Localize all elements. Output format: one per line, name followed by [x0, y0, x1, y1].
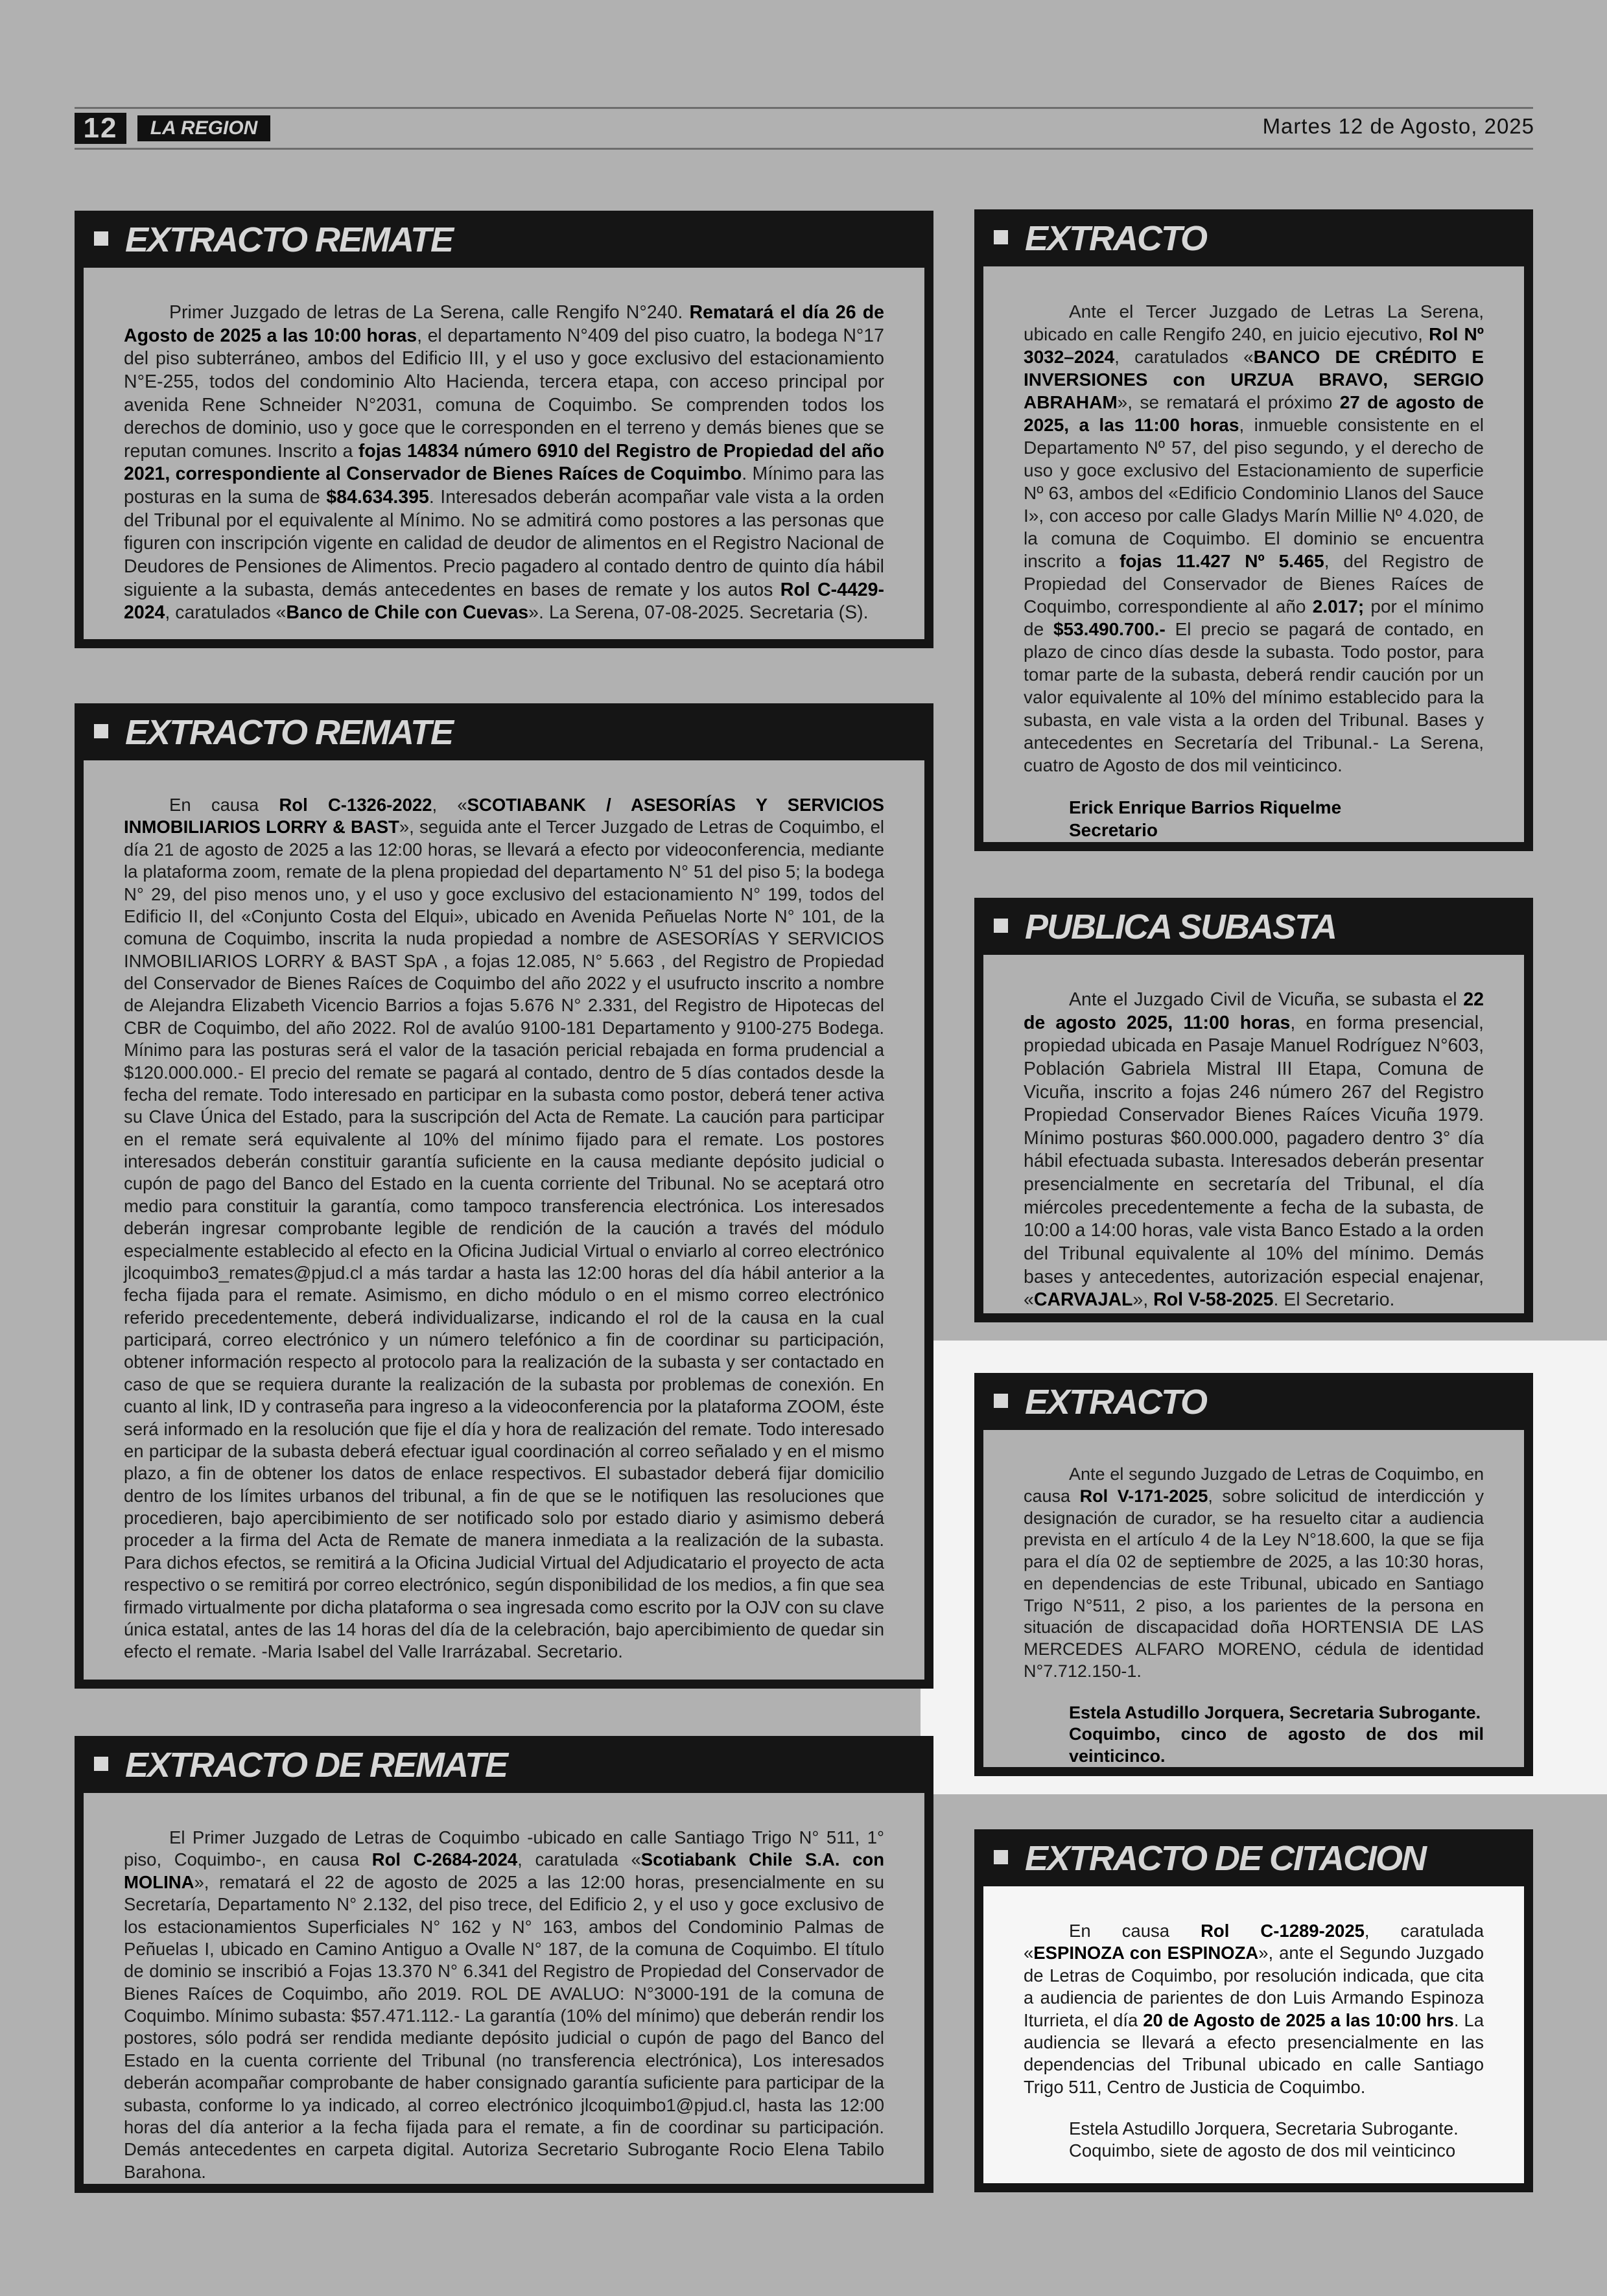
bold-text: CARVAJAL [1033, 1289, 1133, 1311]
notice-title: EXTRACTO REMATE [125, 713, 453, 752]
bold-text: 2.017; [1312, 596, 1365, 616]
square-bullet-icon [994, 1394, 1008, 1408]
text-run: , caratulados « [1114, 347, 1254, 367]
text-run: Ante el segundo Juzgado de Letras de Coquimbo, en causa [1024, 1464, 1484, 1506]
text-run: ». La Serena, 07-08-2025. Secretaria (S). [528, 602, 869, 624]
notice-extracto-remate-scotiabank [75, 703, 933, 1689]
bold-text: Rol Nº 3032–2024 [1024, 324, 1484, 367]
text-run: El Primer Juzgado de Letras de Coquimbo -ubicado en calle Santiago Trigo N° 511, 1° piso, Coquimbo-, en causa [124, 1827, 884, 1870]
bold-text: Banco de Chile con Cuevas [286, 602, 529, 624]
text-run: El precio se pagará de contado, en plazo de cinco días desde la subasta. Todo postor, para tomar parte de la subasta, deberá rendir caución por un valor equivalente al 10% del mínimo establecido para la subasta, en vale vista a la orden del Tribunal. Bases y antecedentes en Secretaría del Tribunal.- La Serena, cuatro de Agosto de dos mil veinticinco. [1024, 619, 1484, 775]
signature-line: Estela Astudillo Jorquera, Secretaria Subrogante. [1069, 2118, 1459, 2138]
notice-header [974, 1373, 1533, 1428]
text-run: , en forma presencial, propiedad ubicada en Pasaje Manuel Rodríguez N°603, Población Gabriela Mistral III Etapa, Comuna de Vicuña, inscrito a fojas 246 número 267 del Registro Propiedad Conservador Bienes Raíces Vicuña 1979. Mínimo posturas $60.000.000, pagadero dentro 3° día hábil efectuada subasta. Interesados deberán presentar presencialmente en secretaría del Tribunal, el día miércoles precedentemente a fecha de la subasta, de 10:00 a 14:00 horas, vale vista Banco Estado a la orden del Tribunal equivalente al 10% del mínimo. Demás bases y antecedentes, autorización especial enajenar, « [1024, 1012, 1484, 1311]
text-run: . Mínimo para las posturas en la suma de [124, 463, 884, 508]
text-run: , el departamento N°409 del piso cuatro, la bodega N°17 del piso subterráneo, ambos del Edificio III, y el uso y goce exclusivo del estacionamiento N°E-255, todos del condominio Alto Hacienda, tercera etapa, con acceso principal por avenida Rene Schneider N°2031, comuna de Coquimbo. Se comprenden todos los derechos de dominio, uso y goce que le corresponden en el terreno y demás bienes que se reputan comunes. Inscrito a [124, 325, 885, 462]
bold-text: $84.634.395 [326, 487, 429, 508]
text-run: , del Registro de Propiedad del Conservador de Bienes Raíces de Coquimbo, correspondiente al año [1024, 551, 1484, 616]
signature-line: Coquimbo, cinco de agosto de dos mil veinticinco. [1069, 1724, 1484, 1766]
bold-text: $53.490.700.- [1053, 619, 1166, 639]
notice-title: EXTRACTO DE REMATE [125, 1746, 508, 1785]
notice-title: EXTRACTO [1025, 1383, 1207, 1422]
text-run: En causa [169, 795, 279, 815]
square-bullet-icon [994, 919, 1008, 933]
signature-line: Estela Astudillo Jorquera, Secretaria Subrogante. [1069, 1702, 1481, 1722]
notice-extracto-de-remate-molina [75, 1736, 933, 2193]
text-run: », [1132, 1289, 1154, 1311]
square-bullet-icon [94, 231, 108, 246]
notice-title: EXTRACTO REMATE [125, 220, 453, 259]
notice-signature [1024, 796, 1484, 841]
notice-body [983, 1886, 1524, 2183]
text-run: , caratulada « [1024, 1921, 1484, 1963]
notice-signature [1024, 1702, 1484, 1768]
publication-date: Martes 12 de Agosto, 2025 [1262, 114, 1534, 138]
square-bullet-icon [94, 1757, 108, 1771]
text-run: », se rematará el próximo [1117, 392, 1340, 412]
square-bullet-icon [94, 724, 108, 738]
signature-line: Coquimbo, siete de agosto de dos mil veinticinco [1069, 2140, 1456, 2161]
notice-title: EXTRACTO DE CITACION [1025, 1839, 1426, 1878]
bold-text: Rematará el día 26 de Agosto de 2025 a las 10:00 horas [124, 302, 884, 346]
notice-extracto-de-citacion [974, 1829, 1533, 2192]
notice-publica-subasta [974, 898, 1533, 1322]
bold-text: 22 de agosto 2025, 11:00 horas [1024, 989, 1484, 1033]
notice-paragraph [124, 301, 884, 625]
bold-text: 27 de agosto de 2025, a las 11:00 horas [1024, 392, 1484, 435]
notice-body [983, 1430, 1524, 1767]
square-bullet-icon [994, 1850, 1008, 1864]
text-run: Ante el Juzgado Civil de Vicuña, se subasta el [1069, 989, 1464, 1010]
text-run: , caratulada « [517, 1849, 641, 1870]
notice-extracto-remate-la-serena [75, 211, 933, 648]
text-run: Primer Juzgado de letras de La Serena, calle Rengifo N°240. [169, 302, 690, 323]
notice-body [84, 268, 924, 639]
bold-text: 20 de Agosto de 2025 a las 10:00 hrs [1143, 2009, 1454, 2030]
signature-line: Erick Enrique Barrios Riquelme [1069, 797, 1342, 817]
page-number: 12 [75, 113, 126, 144]
notice-paragraph [1024, 300, 1484, 777]
text-run: . El Secretario. [1273, 1289, 1395, 1311]
text-run: En causa [1069, 1921, 1201, 1941]
text-run: », ante el Segundo Juzgado de Letras de Coquimbo, por resolución indicada, que cita a audiencia de parientes de don Luis Armando Espinoza Iturrieta, el día [1024, 1943, 1484, 2030]
bold-text: SCOTIABANK / ASESORÍAS Y SERVICIOS INMOBILIARIOS LORRY & BAST [124, 795, 885, 838]
bold-text: Rol V-171-2025 [1079, 1486, 1208, 1506]
notice-body [983, 955, 1524, 1313]
notice-header [974, 209, 1533, 264]
publication-logo: LA REGION [137, 115, 270, 141]
header-rule-bottom [75, 148, 1533, 150]
bold-text: BANCO DE CRÉDITO E INVERSIONES con URZUA BRAVO, SERGIO ABRAHAM [1024, 347, 1484, 412]
notice-paragraph [124, 1827, 884, 2183]
notice-header [974, 1829, 1533, 1884]
notice-body [84, 1793, 924, 2184]
text-run: », seguida ante el Tercer Juzgado de Letras de Coquimbo, el día 21 de agosto de 2025 a las 12:00 horas, se llevará a efecto por videoconferencia, mediante la plataforma zoom, remate de la plena propiedad del departamento N° 51 del piso 5; la bodega N° 29, del piso menos uno, y el uso y goce exclusivo del estacionamiento N° 199, todos del Edificio II, del «Conjunto Costa del Elqui», ubicado en Avenida Peñuelas Norte N° 101, de la comuna de Coquimbo, inscrita la nuda propiedad a nombre de ASESORÍAS Y SERVICIOS INMOBILIARIOS LORRY & BAST SpA , a fojas 12.085, N° 5.663 , del Registro de Propiedad del Conservador de Bienes Raíces de Coquimbo del año 2022 y el usufructo inscrito a nombre de Alejandra Elizabeth Vicencio Barrios a fojas 5.676 N° 2.331, del Registro de Hipotecas del CBR de Coquimbo, del año 2022. Rol de avalúo 9100-181 Departamento y 9100-275 Bodega. Mínimo para las posturas será el valor de la tasación pericial rebajada en forma prudencial a $120.000.000.- El precio del remate se pagará al contado, dentro de 5 días contados desde la fecha del remate. Todo interesado en participar en la subasta como postor, deberá tener activa su Clave Única del Estado, para la suscripción del Acta de Remate. La caución para participar en el remate será equivalente al 10% del mínimo fijado para el remate. Los postores interesados deberán constituir garantía suficiente en la causa mediante depósito judicial o cupón de pago del Banco del Estado en la cuenta corriente del Tribunal. No se aceptará otro medio para constituir la garantía, como tampoco transferencia electrónica. Los interesados deberán ingresar comprobante legible de rendición de la caución a través del módulo especialmente establecido al efecto en la Oficina Judicial Virtual o enviarlo al correo electrónico jlcoquimbo3_remates@pjud.cl a más tardar a hasta las 12:00 horas del día hábil anterior a la fecha fijada para el remate. Asimismo, en dicho módulo o en el mismo correo electrónico referido precedentemente, deberá individualizarse, indicando el rol de la causa en la cual participará, correo electrónico y un número telefónico a fin de coordinar su participación, obtener información respecto al protocolo para la realización de la subasta y ser contactado en caso de que se requiera durante la realización de la subasta por problemas de conexión. En cuanto al link, ID y contraseña para ingreso a la videoconferencia por la plataforma ZOOM, éste será informado en la resolución que fije el día y hora de realización del remate. Todo interesado en participar de la subasta deberá efectuar igual coordinación al correo señalado y en el mismo plazo, a fin de obtener los datos de enlace respectivos. El subastador deberá fijar domicilio dentro de los límites urbanos del tribunal, a fin de que se le notifiquen las resoluciones que procedieren, bajo apercibimiento de ser notificado solo por estado diario y asimismo deberá proceder a la firma del Acta de Remate de manera inmediata a la realización de la subasta. Para dichos efectos, se remitirá a la Oficina Judicial Virtual del Adjudicatario el proyecto de acta respectivo o se remitirá por correo electrónico, según disponibilidad de los medios, a fin que sea firmado virtualmente por dicha plataforma o sea ingresada como escrito por la OJV con su clave única estatal, antes de las 14 horas del día de la celebración, bajo apercibimiento de quedar sin efecto el remate. -Maria Isabel del Valle Irarrázabal. Secretario. [124, 817, 884, 1662]
text-run: por el mínimo de [1024, 596, 1484, 639]
notice-title: PUBLICA SUBASTA [1025, 908, 1336, 946]
bold-text: Rol C-4429-2024 [124, 579, 884, 624]
notice-extracto-alfaro [974, 1373, 1533, 1776]
notice-paragraph [1024, 1464, 1484, 1683]
notice-paragraph [1024, 1920, 1484, 2098]
notice-header [75, 703, 933, 758]
text-run: Ante el Tercer Juzgado de Letras La Serena, ubicado en calle Rengifo 240, en juicio ejecutivo, [1024, 301, 1484, 344]
text-run: , « [432, 795, 467, 815]
bold-text: fojas 11.427 Nº 5.465 [1120, 551, 1324, 571]
text-run: . Interesados deberán acompañar vale vista a la orden del Tribunal por el equivalente al Mínimo. No se admitirá como postores a las personas que figuren con inscripción vigente en calidad de deudor de alimentos en el Registro Nacional de Deudores de Pensiones de Alimentos. Precio pagadero al contado dentro de quinto día hábil siguiente a la subasta, demás antecedentes en bases de remate y los autos [124, 487, 884, 600]
notice-extracto-urzua [974, 209, 1533, 851]
text-run: , inmueble consistente en el Departamento Nº 57, del piso segundo, y el derecho de uso y goce exclusivo del Estacionamiento de superficie Nº 63, ambos del «Edificio Condominio Llanos del Sauce I», con acceso por calle Gladys Marín Millie Nº 4.020, de la comuna de Coquimbo. El dominio se encuentra inscrito a [1024, 415, 1484, 571]
signature-line: Secretario [1069, 820, 1158, 840]
header-rule-top [75, 107, 1533, 109]
bold-text: Rol C-2684-2024 [371, 1849, 518, 1870]
bold-text: fojas 14834 número 6910 del Registro de Propiedad del año 2021, correspondiente al Conservador de Bienes Raíces de Coquimbo [124, 440, 884, 485]
bold-text: Rol V-58-2025 [1153, 1289, 1274, 1311]
notice-header [75, 211, 933, 266]
square-bullet-icon [994, 230, 1008, 244]
text-run: , caratulados « [165, 602, 287, 624]
notice-body [84, 760, 924, 1680]
notice-paragraph [124, 794, 884, 1663]
bold-text: ESPINOZA con ESPINOZA [1033, 1943, 1259, 1963]
notice-paragraph [1024, 989, 1484, 1312]
text-run: . La audiencia se llevará a efecto presencialmente en las dependencias del Tribunal ubicado en calle Santiago Trigo 511, Centro de Justicia de Coquimbo. [1024, 2009, 1484, 2097]
notice-signature [1024, 2118, 1484, 2162]
bold-text: Rol C-1326-2022 [279, 795, 432, 815]
notice-header [75, 1736, 933, 1791]
bold-text: Rol C-1289-2025 [1201, 1921, 1365, 1941]
bold-text: Scotiabank Chile S.A. con MOLINA [124, 1849, 884, 1892]
text-run: , sobre solicitud de interdicción y designación de curador, se ha resuelto citar a audiencia prevista en el artículo 4 de la Ley N°18.600, la que se fija para el día 02 de septiembre de 2025, a las 10:30 horas, en dependencias de este Tribunal, ubicado en Santiago Trigo N°511, 2 piso, a los parientes de la persona en situación de discapacidad doña HORTENSIA DE LAS MERCEDES ALFARO MORENO, cédula de identidad N°7.712.150-1. [1024, 1486, 1484, 1681]
notice-title: EXTRACTO [1025, 219, 1207, 258]
notice-header [974, 898, 1533, 953]
text-run: », rematará el 22 de agosto de 2025 a las 12:00 horas, presencialmente en su Secretaría, Departamento N° 2.132, del piso trece, del Edificio 2, y el uso y goce exclusivo de los estacionamientos Superficiales N° 162 y N° 163, ambos del Condominio Palmas de Peñuelas I, ubicado en Camino Antiguo a Ovalle N° 187, de la comuna de Coquimbo. El título de dominio se inscribió a Fojas 13.370 N° 6.341 del Registro de Propiedad del Conservador de Bienes Raíces de Coquimbo, año 2019. ROL DE AVALUO: N°3000-191 de la comuna de Coquimbo. Mínimo subasta: $57.471.112.- La garantía (10% del mínimo) que deberán rendir los postores, sólo podrá ser rendida mediante depósito judicial o cupón de pago del Banco del Estado en la cuenta corriente del Tribunal (no transferencia electrónica), Los interesados deberán acompañar comprobante de haber consignado garantía suficiente para participar de la subasta, conforme lo ya indicado, al correo electrónico jlcoquimbo1@pjud.cl, hasta las 12:00 horas del día anterior a la fecha fijada para el remate, a fin de coordinar su participación. Demás antecedentes en carpeta digital. Autoriza Secretario Subrogante Rocio Elena Tabilo Barahona. [124, 1871, 884, 2182]
notice-body [983, 266, 1524, 842]
